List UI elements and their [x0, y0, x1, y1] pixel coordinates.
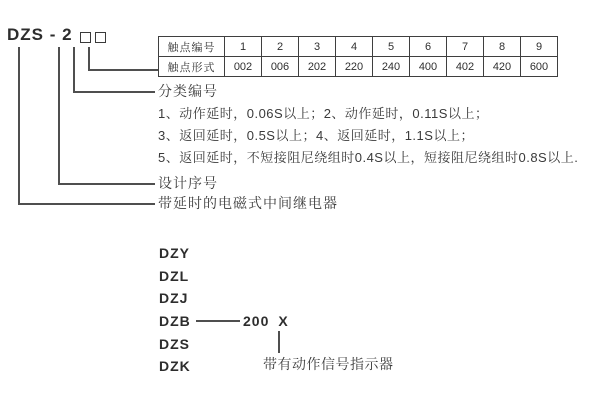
contact-form-cell: 202: [299, 57, 336, 77]
model-list-item-dzs: DZS: [159, 336, 190, 352]
contact-number-row: [159, 37, 558, 57]
contact-number-cell: 1: [225, 37, 262, 57]
signal-indicator-label: 带有动作信号指示器: [263, 356, 394, 372]
contact-form-cell: 240: [373, 57, 410, 77]
model-list-item-dzb: DZB: [159, 313, 191, 329]
design-serial-label: 设计序号: [158, 175, 218, 191]
contact-number-cell: 4: [336, 37, 373, 57]
contact-form-cell: 420: [484, 57, 521, 77]
connector-vline-classification: [73, 47, 75, 92]
classification-note-2: 3、返回延时，0.5S以上；4、返回延时，1.1S以上；: [158, 128, 474, 143]
contact-number-cell: 2: [262, 37, 299, 57]
placeholder-box-contact-form: [95, 32, 106, 43]
contact-form-cell: 220: [336, 57, 373, 77]
placeholder-box-classification: [80, 32, 91, 43]
contact-form-cell: 402: [447, 57, 484, 77]
classification-note-1: 1、动作延时，0.06S以上；2、动作延时，0.11S以上；: [158, 106, 489, 121]
suffix-connector-line: [278, 331, 280, 353]
dzb-connector-line: [196, 320, 240, 322]
contact-number-cell: 7: [447, 37, 484, 57]
dzb-number: 200: [243, 313, 270, 329]
relay-type-label: 带延时的电磁式中间继电器: [158, 195, 338, 211]
contact-form-header-cell: 触点形式: [159, 57, 225, 77]
model-list-item-dzk: DZK: [159, 358, 191, 374]
connector-hline-contact-form: [88, 69, 158, 71]
model-list-item-dzj: DZJ: [159, 290, 189, 306]
connector-vline-design-serial: [58, 47, 60, 184]
connector-hline-relay-type: [18, 203, 155, 205]
contact-number-cell: 3: [299, 37, 336, 57]
contact-form-row: [159, 57, 558, 77]
connector-vline-relay-type: [18, 47, 20, 203]
contact-number-cell: 9: [521, 37, 558, 57]
connector-vline-contact-form: [88, 47, 90, 70]
contact-form-cell: 002: [225, 57, 262, 77]
model-list-item-dzl: DZL: [159, 268, 190, 284]
contact-number-header-cell: 触点编号: [159, 37, 225, 57]
contact-form-cell: 600: [521, 57, 558, 77]
contact-number-cell: 6: [410, 37, 447, 57]
dzb-model-value: [243, 314, 289, 328]
model-code-text: DZS - 2: [7, 25, 73, 44]
contact-number-cell: 8: [484, 37, 521, 57]
model-list-item-dzy: DZY: [159, 245, 190, 261]
classification-label: 分类编号: [158, 83, 218, 99]
connector-hline-design-serial: [58, 183, 155, 185]
dzb-suffix-x: X: [278, 313, 289, 329]
model-code-title: [7, 25, 106, 44]
contact-form-table: [158, 36, 558, 77]
classification-note-3: 5、返回延时，不短接阻尼绕组时0.4S以上，短接阻尼绕组时0.8S以上.: [158, 150, 579, 165]
contact-form-cell: 400: [410, 57, 447, 77]
contact-number-cell: 5: [373, 37, 410, 57]
connector-hline-classification: [73, 91, 155, 93]
contact-form-cell: 006: [262, 57, 299, 77]
